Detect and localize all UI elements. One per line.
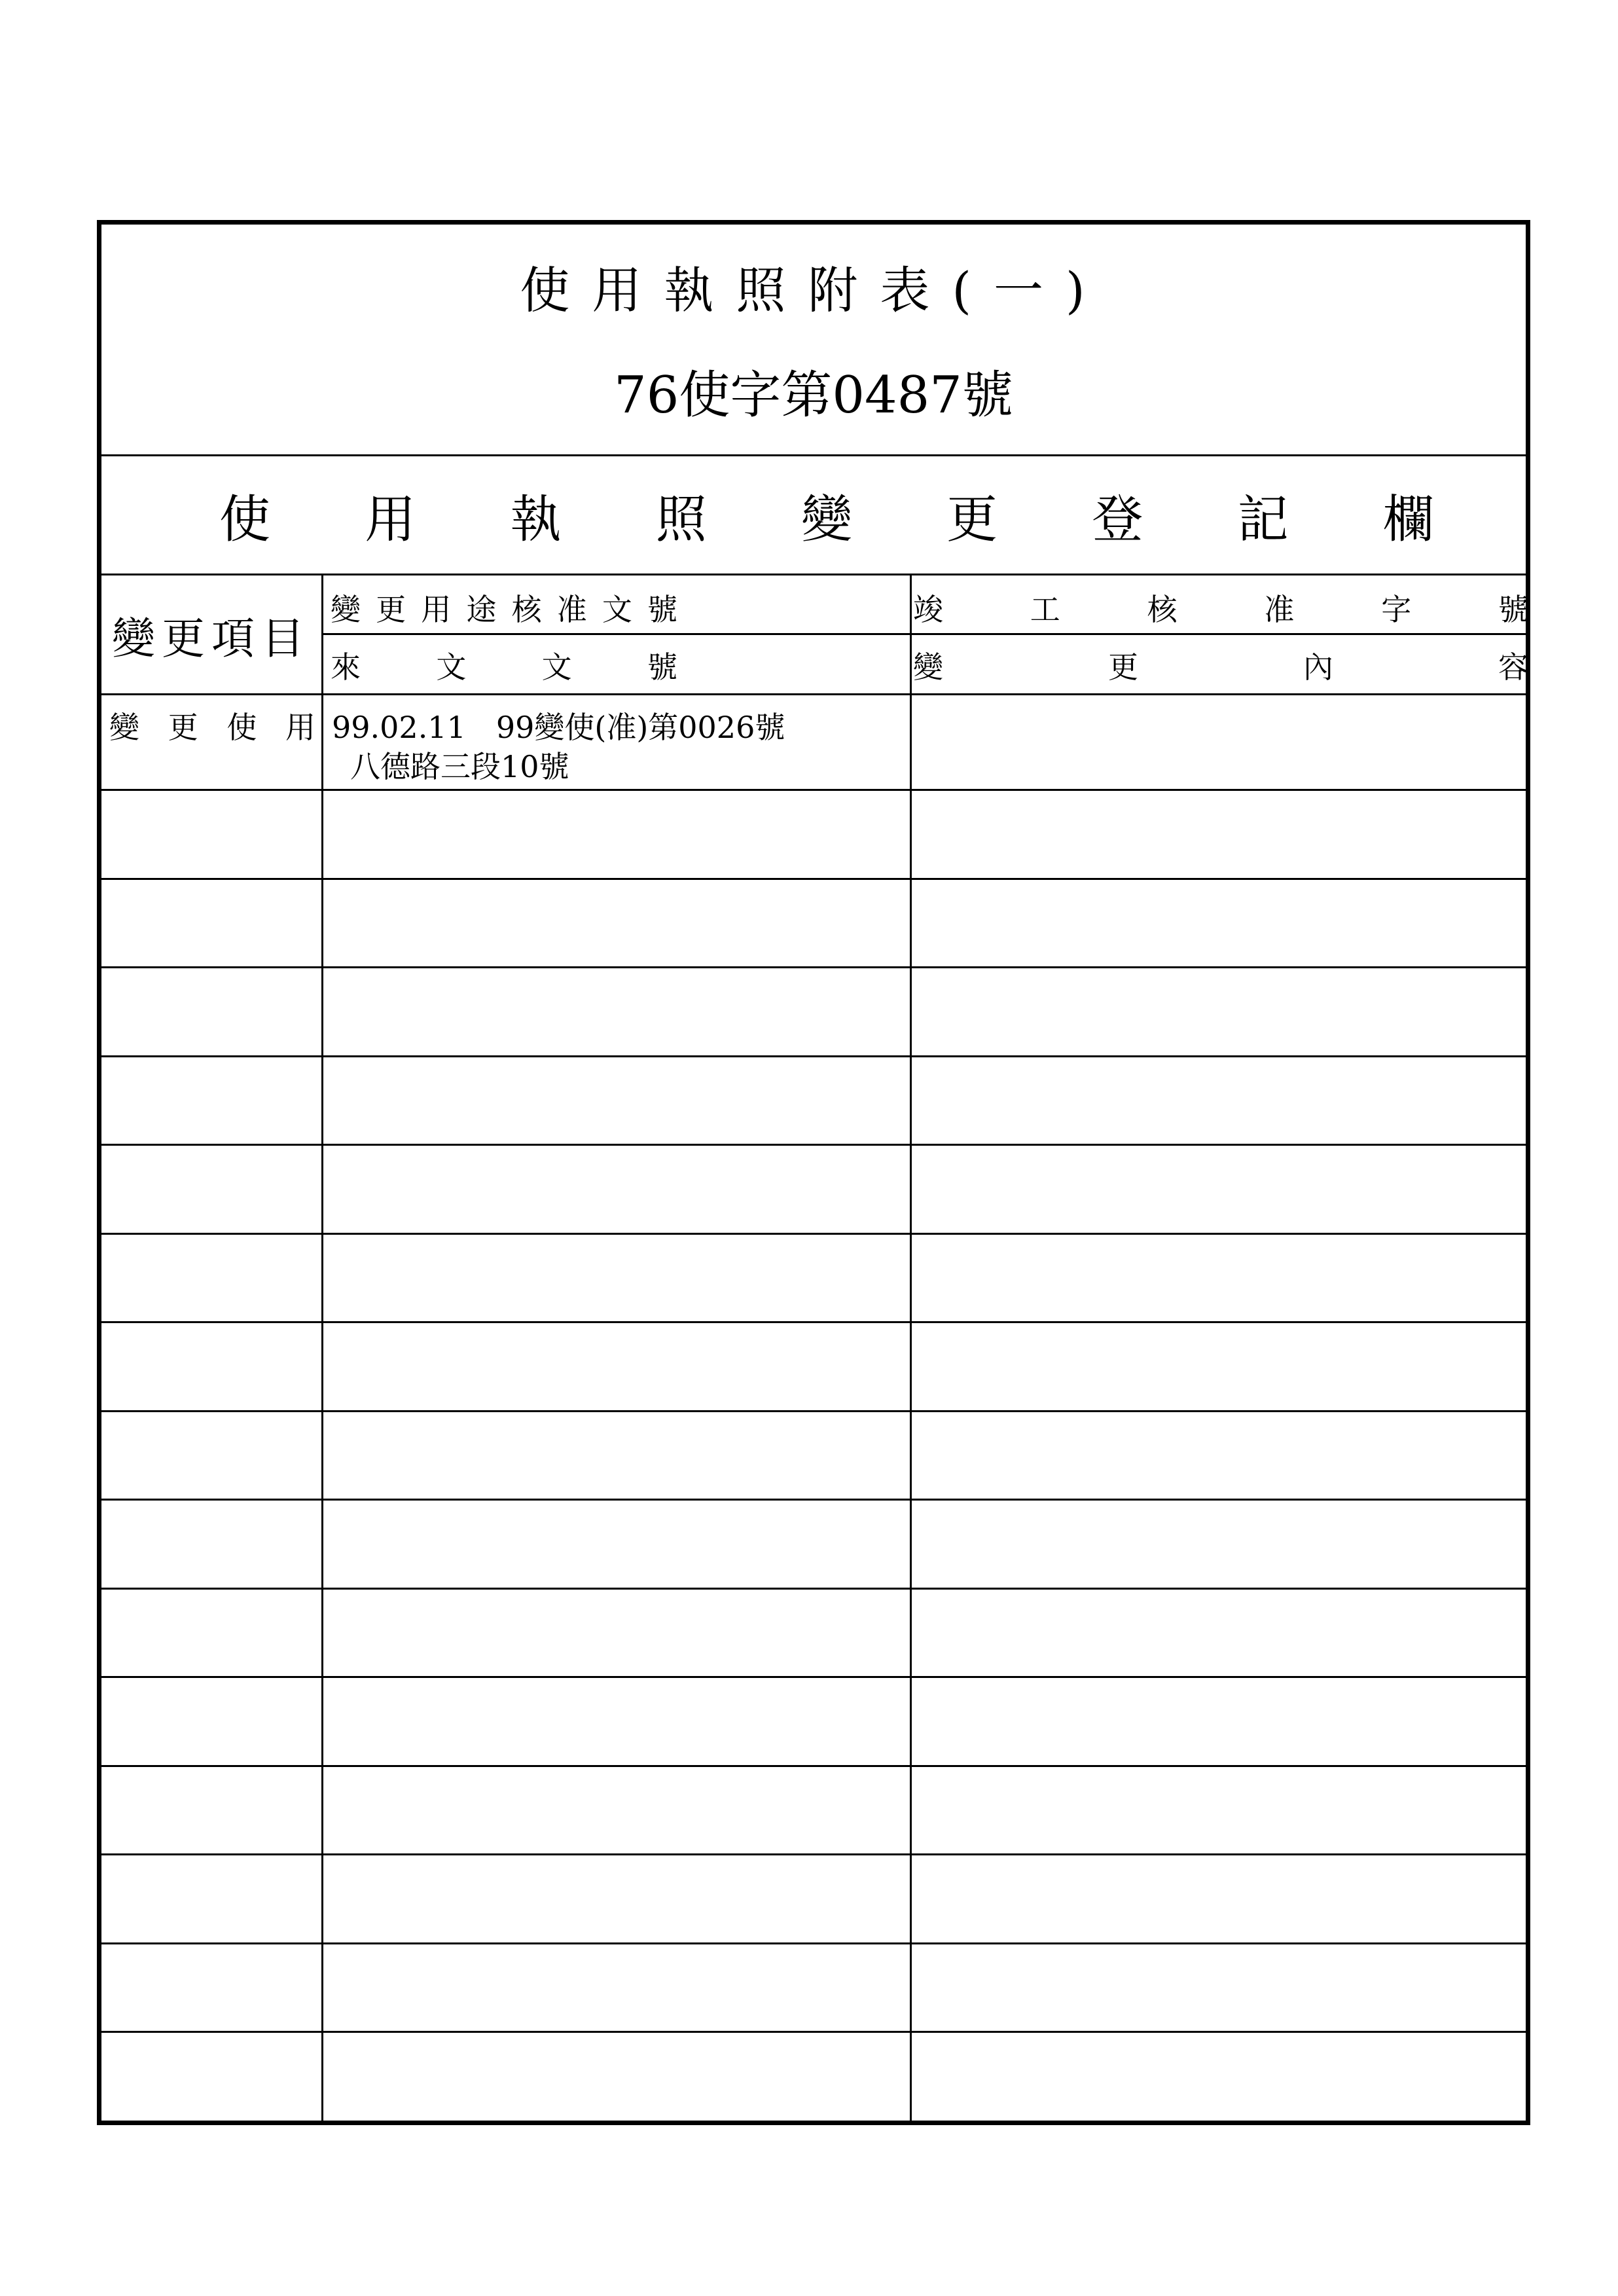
header-char: 用	[421, 592, 452, 627]
row-divider	[101, 2031, 1526, 2033]
header-char: 准	[556, 592, 587, 627]
header-incoming-doc	[331, 644, 677, 687]
header-bottom-line	[101, 693, 1526, 695]
header-char: 號	[1498, 592, 1528, 627]
item-char: 使	[226, 710, 257, 745]
header-char: 准	[1264, 592, 1295, 627]
header-char: 文	[541, 649, 572, 685]
row-divider	[101, 1055, 1526, 1057]
header-char: 來	[331, 649, 361, 685]
header-char: 內	[1303, 649, 1333, 685]
row-divider	[101, 1853, 1526, 1855]
row-divider	[101, 1233, 1526, 1235]
row-divider	[101, 966, 1526, 968]
banner-char: 照	[655, 490, 707, 549]
row-divider	[101, 1144, 1526, 1146]
header-char: 變	[331, 592, 361, 627]
row-divider	[101, 1499, 1526, 1501]
header-char: 核	[511, 592, 542, 627]
section-banner	[101, 456, 1526, 575]
title-block	[101, 225, 1526, 456]
header-char: 號	[647, 649, 677, 685]
form-title: 使用執照附表(一)	[520, 261, 1107, 319]
banner-char: 欄	[1382, 490, 1434, 549]
row-divider	[101, 878, 1526, 880]
header-char: 工	[1030, 592, 1060, 627]
row-doc-line2: 八德路三段10號	[350, 749, 569, 784]
header-char: 容	[1498, 649, 1528, 685]
header-subdivider	[321, 633, 1526, 635]
column-divider	[910, 575, 912, 2121]
banner-char: 用	[365, 490, 416, 549]
header-item: 變更項目	[112, 613, 311, 664]
header-char: 核	[1147, 592, 1178, 627]
row-divider	[101, 1588, 1526, 1590]
row-item-label	[109, 704, 315, 747]
row-divider	[101, 1765, 1526, 1767]
header-doc-approval	[331, 586, 677, 629]
banner-char: 執	[510, 490, 562, 549]
header-char: 文	[602, 592, 632, 627]
header-char: 字	[1381, 592, 1412, 627]
header-char: 更	[1108, 649, 1138, 685]
banner-char: 記	[1237, 490, 1289, 549]
row-divider	[101, 1410, 1526, 1412]
header-change-content	[913, 644, 1528, 687]
header-char: 號	[647, 592, 677, 627]
row-divider	[101, 1321, 1526, 1323]
license-number: 76使字第0487號	[614, 366, 1013, 425]
header-char: 文	[436, 649, 467, 685]
row-divider	[101, 1676, 1526, 1678]
banner-char: 變	[800, 490, 852, 549]
header-char: 途	[466, 592, 497, 627]
header-char: 更	[376, 592, 406, 627]
row-doc-line1: 99.02.11 99變使(准)第0026號	[332, 710, 785, 745]
banner-char: 更	[946, 490, 998, 549]
item-char: 用	[285, 710, 315, 745]
header-char: 變	[913, 649, 943, 685]
banner-char: 登	[1092, 490, 1143, 549]
header-char: 竣	[913, 592, 943, 627]
row-divider	[101, 1942, 1526, 1944]
row-divider	[101, 789, 1526, 791]
header-completion-approval	[913, 586, 1528, 629]
item-char: 變	[109, 710, 139, 745]
item-char: 更	[168, 710, 198, 745]
banner-char: 使	[219, 490, 271, 549]
form-frame	[97, 220, 1530, 2125]
column-divider	[321, 575, 323, 2121]
